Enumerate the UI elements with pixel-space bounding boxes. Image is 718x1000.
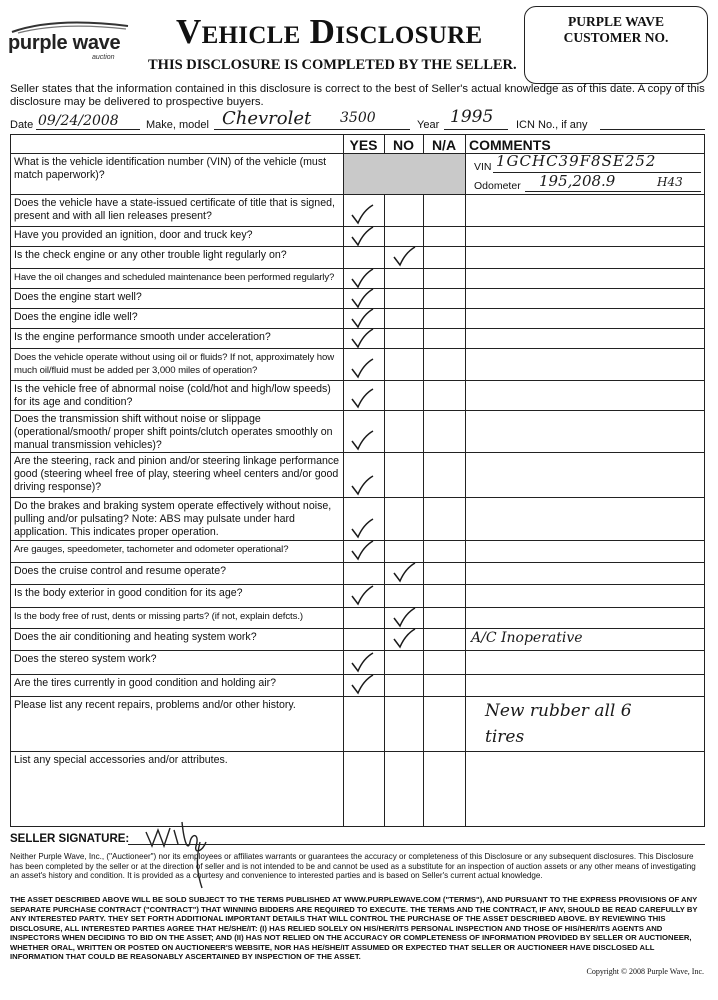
column-comments: COMMENTS	[469, 137, 551, 153]
checkmark-no-icon[interactable]	[391, 246, 417, 268]
question-text: Have you provided an ignition, door and truck key?	[14, 229, 253, 241]
question-text: Does the transmission shift without noise or slippage (operational/smooth/ proper shift points/clutch operates smoothly on manual transmission vehicles)?	[14, 413, 333, 451]
customer-number-label	[525, 14, 707, 46]
question-text: Is the body free of rust, dents or missing parts? (if not, explain defcts.)	[14, 611, 303, 622]
question-text: Does the air conditioning and heating system work?	[14, 631, 257, 643]
question-text: Is the vehicle free of abnormal noise (cold/hot and high/low speeds) for its age and condition?	[14, 383, 331, 408]
question-text: List any special accessories and/or attributes.	[14, 754, 228, 766]
question-text: Have the oil changes and scheduled maintenance been performed regularly?	[14, 272, 335, 283]
checkmark-yes-icon[interactable]	[349, 518, 375, 540]
purple-wave-logo	[8, 20, 143, 62]
seller-statement: Seller states that the information contained in this disclosure is correct to the best of Seller's actual knowledge as of this date. A copy of this disclosure may be delivered to prospective buyers.	[10, 83, 705, 108]
disclaimer-text: Neither Purple Wave, Inc., ("Auctioneer") nor its employees or affiliates warrants or guarantees the accuracy or completeness of this Disclosure or any subsequent disclosures. This Disclosure has been completed by the seller or at the direction of seller and is not intended to be and cannot be used as a substitute for an inspection of auction assets or any other means of investigating an asset's history and condition. It is provided as a courtesy and convenience to interested parties and is based on Seller's current actual knowledge.	[10, 852, 696, 881]
model-value: 3500	[340, 110, 376, 126]
column-na: N/A	[431, 137, 457, 153]
checkmark-yes-icon[interactable]	[349, 328, 375, 350]
customer-box-line-1: PURPLE WAVE	[568, 14, 664, 29]
vin-row-shading	[344, 154, 465, 194]
question-text: Are the steering, rack and pinion and/or steering linkage performance good (steering wheel free of play, steering wheel centers and/or good driving response)?	[14, 455, 340, 493]
question-text: Are gauges, speedometer, tachometer and odometer operational?	[14, 544, 289, 555]
checkmark-yes-icon[interactable]	[349, 540, 375, 562]
seller-signature-label: SELLER SIGNATURE:	[10, 833, 130, 845]
checkmark-yes-icon[interactable]	[349, 358, 375, 380]
checkmark-no-icon[interactable]	[391, 562, 417, 584]
copyright-notice: Copyright © 2008 Purple Wave, Inc.	[586, 967, 704, 976]
question-text: What is the vehicle identification number (VIN) of the vehicle (must match paperwork)?	[14, 156, 327, 181]
question-text: Does the vehicle have a state-issued certificate of title that is signed, present and with all lien releases present?	[14, 197, 335, 222]
checkmark-yes-icon[interactable]	[349, 430, 375, 452]
checkmark-no-icon[interactable]	[391, 607, 417, 629]
checkmark-yes-icon[interactable]	[349, 226, 375, 248]
year-value: 1995	[450, 107, 494, 127]
odometer-extra: H43	[657, 175, 683, 189]
customer-box-line-2: CUSTOMER NO.	[563, 30, 669, 45]
checkmark-no-icon[interactable]	[391, 628, 417, 650]
checkmark-yes-icon[interactable]	[349, 388, 375, 410]
date-value: 09/24/2008	[38, 113, 119, 129]
year-label: Year	[417, 119, 440, 131]
make-value: Chevrolet	[222, 108, 312, 129]
question-text: Please list any recent repairs, problems and/or other history.	[14, 699, 296, 711]
checkmark-yes-icon[interactable]	[349, 204, 375, 226]
disclosure-table	[10, 134, 705, 827]
question-text: Does the engine idle well?	[14, 311, 138, 323]
page-subtitle: THIS DISCLOSURE IS COMPLETED BY THE SELLER.	[148, 57, 517, 73]
checkmark-yes-icon[interactable]	[349, 585, 375, 607]
question-text: Is the engine performance smooth under acceleration?	[14, 331, 271, 343]
logo-subtext: auction	[92, 54, 115, 61]
logo-text: purple wave	[8, 32, 121, 54]
legal-terms-text: THE ASSET DESCRIBED ABOVE WILL BE SOLD SUBJECT TO THE TERMS PUBLISHED AT WWW.PURPLEWAVE.COM ("TERMS"), AND PURSUANT TO THE EXPRESS PROVISIONS OF ANY SEPARATE PURCHASE CONTRACT ("CONTRACT") THAT WINNING BIDDERS ARE REQUIRED TO EXECUTE. THE TERMS AND THE CONTRACT, IF ANY, SHOULD BE READ CAREFULLY BY ANY INTERESTED PARTY. THEY SET FORTH ADDITIONAL IMPORTANT DETAILS THAT WILL CONTROL THE PURCHASE OF THE ASSET DESCRIBED ABOVE. BY REVIEWING THIS DISCLOSURE, ALL INTERESTED PARTIES AGREE THAT HE/SHE/IT: (I) HAS RELIED SOLELY ON HIS/HER/ITS PERSONAL INSPECTION AND THOSE OF HIS/HER/ITS AGENTS AND INSPECTORS WHEN DECIDING TO BID ON THE ASSET; AND (II) HAS NOT RELIED ON THE ACCURACY OR COMPLETENESS OF INFORMATION PROVIDED BY SELLER OR AUCTIONEER, WHETHER ORAL, WRITTEN OR POSTED ON AUCTIONEER'S WEBSITE, NOR HAS HE/SHE/IT ASSUMED OR EXPECTED THAT SELLER OR AUCTIONEER HAVE DISCLOSED ALL INFORMATION THAT COULD BE REASONABLY ASCERTAINED BY INSPECTION OF THE ASSET.	[10, 895, 698, 961]
column-no: NO	[393, 137, 414, 153]
comment-handwriting: New rubber all 6 tires	[485, 701, 632, 747]
page-title: Vehicle Disclosure	[176, 12, 483, 51]
column-yes: YES	[349, 137, 378, 153]
checkmark-yes-icon[interactable]	[349, 288, 375, 310]
checkmark-yes-icon[interactable]	[349, 308, 375, 330]
checkmark-yes-icon[interactable]	[349, 652, 375, 674]
comment-handwriting: A/C Inoperative	[471, 630, 583, 646]
question-text: Do the brakes and braking system operate effectively without noise, pulling and/or pulsating? Note: ABS may pulsate under hard application. This indicates proper operation.	[14, 500, 332, 538]
question-text: Is the check engine or any other trouble light regularly on?	[14, 249, 287, 261]
icn-label: ICN No., if any	[516, 119, 588, 131]
customer-number-box[interactable]	[524, 6, 708, 84]
question-text: Does the cruise control and resume operate?	[14, 565, 226, 577]
checkmark-yes-icon[interactable]	[349, 475, 375, 497]
question-text: Is the body exterior in good condition for its age?	[14, 587, 243, 599]
odometer-value: 195,208.9	[539, 172, 616, 190]
vin-label: VIN	[474, 161, 492, 173]
question-text: Does the stereo system work?	[14, 653, 157, 665]
checkmark-yes-icon[interactable]	[349, 268, 375, 290]
question-text: Are the tires currently in good condition and holding air?	[14, 677, 277, 689]
vin-value: 1GCHC39F8SE252	[496, 152, 657, 170]
checkmark-yes-icon[interactable]	[349, 674, 375, 696]
date-label: Date	[10, 119, 34, 131]
make-model-label: Make, model	[146, 119, 209, 131]
odometer-label: Odometer	[474, 180, 521, 192]
question-text: Does the engine start well?	[14, 291, 142, 303]
icn-field[interactable]	[600, 116, 705, 130]
question-text: Does the vehicle operate without using oil or fluids? If not, approximately how much oil/fluid must be added per 3,000 miles of operation?	[14, 352, 335, 376]
